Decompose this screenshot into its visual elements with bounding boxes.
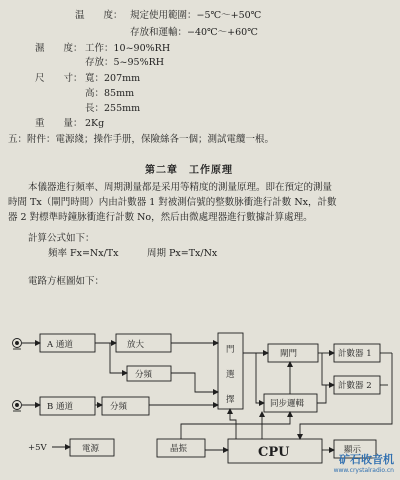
weight-label: 重 量： (35, 118, 83, 129)
temp-operating: 規定使用範圍：−5℃～+50℃ (130, 10, 262, 21)
paragraph-line-3: 器 2 對標準時鐘脉衝進行計數 No，然后由微處理器進行數據計算處理。 (8, 212, 313, 223)
watermark-url: www.crystalradio.cn (333, 467, 394, 474)
amplifier-label: 放大 (127, 340, 145, 350)
voltage-label: +5V (28, 443, 47, 453)
humidity-label: 濕 度： (35, 43, 83, 54)
humidity-operating: 工作：10~90%RH (85, 43, 171, 54)
size-length: 長：255mm (85, 103, 141, 114)
crystal-label: 晶振 (170, 444, 188, 454)
temp-storage: 存放和運輸：−40℃～+60℃ (130, 27, 258, 38)
accessories-line: 五：附件：電源綫；操作手册，保險絲各一個；測試電纜一根。 (8, 134, 275, 145)
counter2-label: 計數器 2 (338, 381, 372, 391)
watermark-title: 矿石收音机 (339, 453, 394, 466)
display-label: 顯示 (344, 445, 362, 455)
a-channel-label: A 通道 (47, 340, 73, 350)
size-label: 尺 寸： (35, 73, 83, 84)
size-width: 寬：207mm (85, 73, 141, 84)
gate-label: 閘門 (280, 349, 298, 359)
divider-a-label: 分頻 (135, 370, 153, 380)
sync-logic-label: 同步邏輯 (270, 399, 305, 409)
paragraph-line-2: 時間 Tx（閘門時間）内由計數器 1 對被測信號的整數脉衝進行計數 Nx，計數 (8, 197, 337, 208)
chapter-title: 第二章 工作原理 (145, 165, 233, 176)
size-height: 高：85mm (85, 88, 135, 99)
divider-b-label: 分頻 (110, 402, 128, 412)
formula-intro: 計算公式如下： (28, 233, 95, 244)
watermark-logo (334, 451, 394, 474)
gate-select-char-2: 選 (226, 370, 235, 380)
diagram-intro: 電路方框圖如下： (28, 276, 105, 287)
temp-label: 温 度： (75, 10, 123, 21)
gate-select-char-1: 門 (226, 345, 235, 355)
weight-value: 2Kg (85, 118, 105, 129)
humidity-storage: 存放：5~95%RH (85, 57, 165, 68)
b-channel-label: B 通道 (47, 402, 73, 412)
gate-select-char-3: 擇 (226, 395, 235, 405)
formula: 頻率 Fx=Nx/Tx 周期 Px=Tx/Nx (48, 248, 218, 259)
power-label: 電源 (82, 444, 100, 454)
counter1-label: 計數器 1 (338, 349, 372, 359)
cpu-label: CPU (258, 445, 290, 460)
paragraph-line-1: 本儀器進行頻率、周期測量都是采用等精度的測量原理。即在預定的測量 (28, 182, 333, 193)
